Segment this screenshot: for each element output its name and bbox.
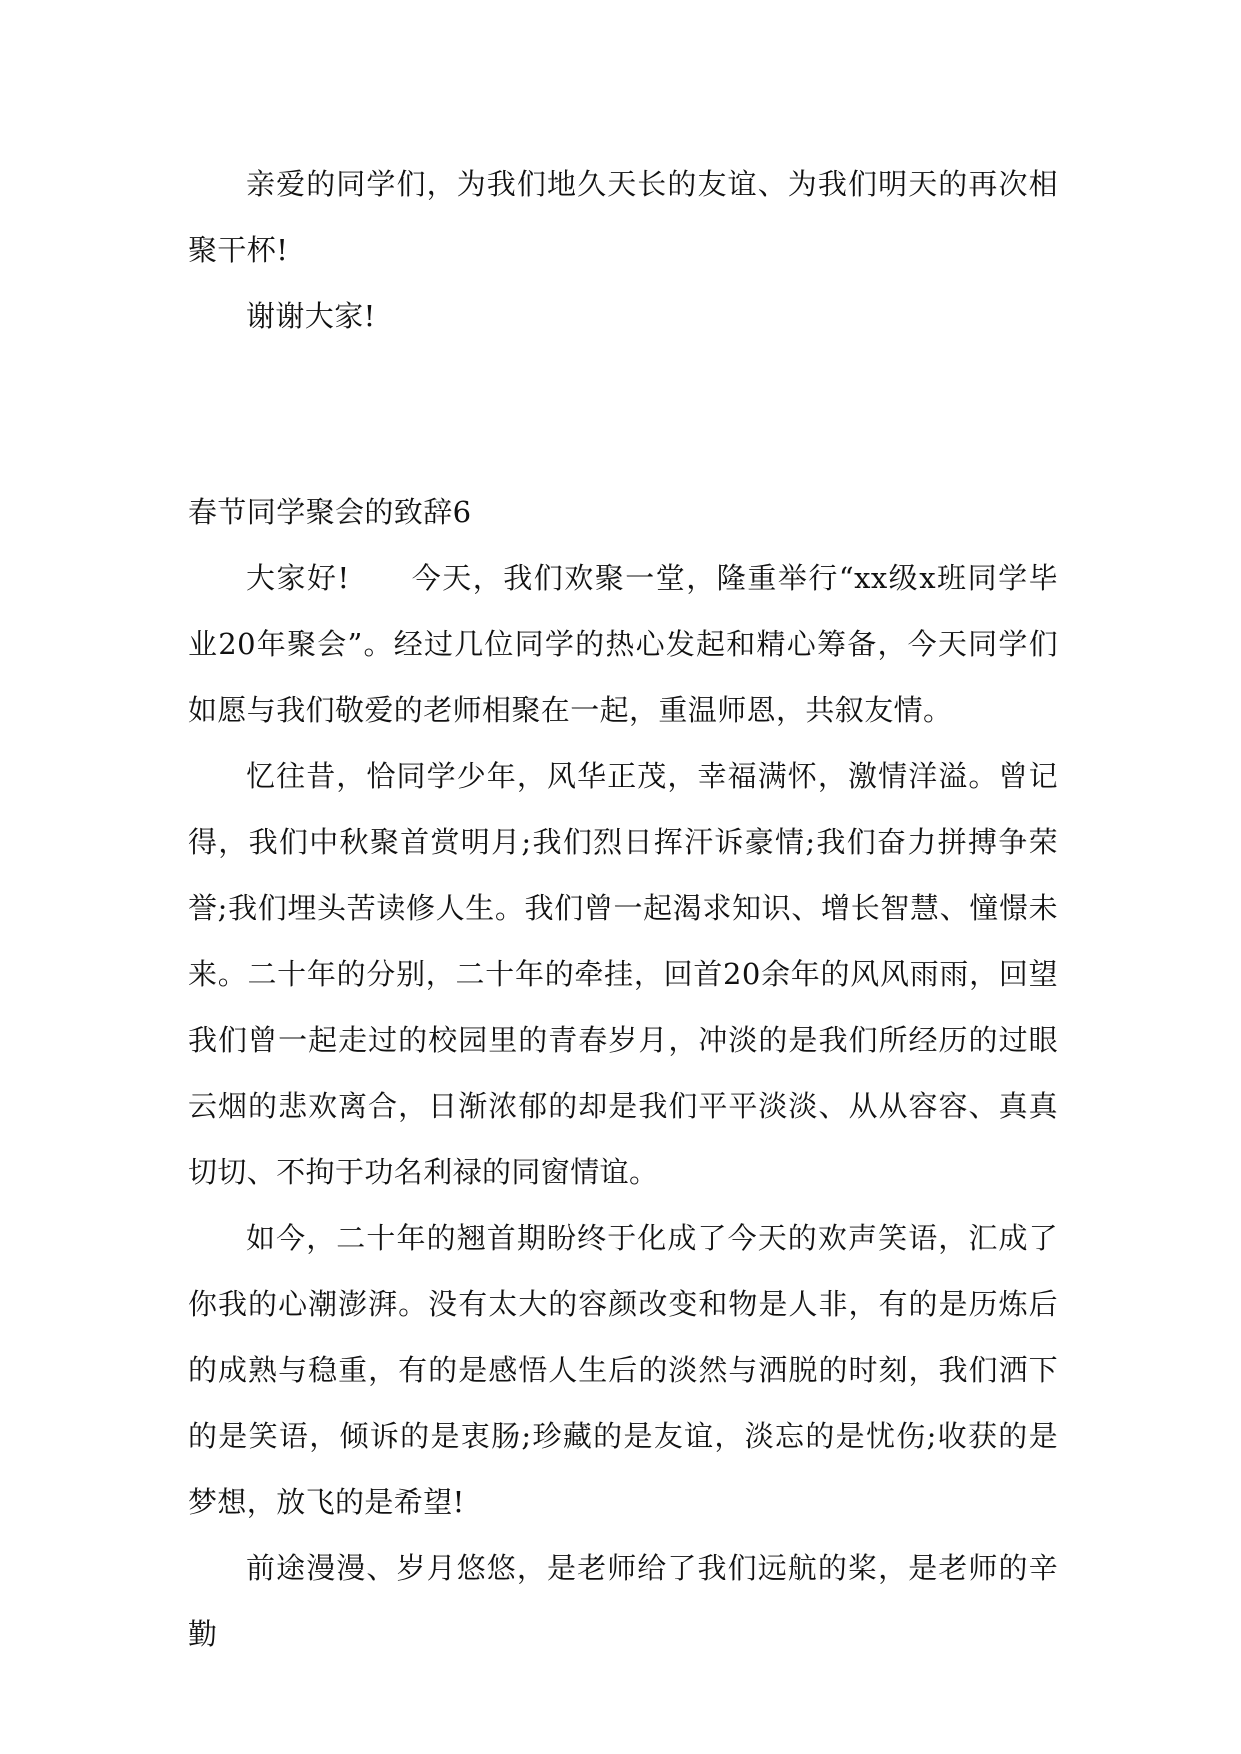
speech-text-block: [188, 545, 1058, 1667]
section-title: 春节同学聚会的致辞6: [188, 495, 472, 529]
paragraph-thanks: 谢谢大家!: [246, 299, 376, 333]
paragraph-teachers: 前途漫漫、岁月悠悠，是老师给了我们远航的桨，是老师的辛勤: [188, 1551, 1058, 1651]
paragraph-toast: 亲爱的同学们，为我们地久天长的友谊、为我们明天的再次相聚干杯!: [188, 167, 1058, 267]
closing-text-block: [188, 151, 1058, 349]
paragraph-memories: 忆往昔，恰同学少年，风华正茂，幸福满怀，激情洋溢。曾记得，我们中秋聚首赏明月;我们烈日挥汗诉豪情;我们奋力拼搏争荣誉;我们埋头苦读修人生。我们曾一起渴求知识、增长智慧、憧憬未来。二十年的分别，二十年的牵挂，回首20余年的风风雨雨，回望我们曾一起走过的校园里的青春岁月，冲淡的是我们所经历的过眼云烟的悲欢离合，日渐浓郁的却是我们平平淡淡、从从容容、真真切切、不拘于功名利禄的同窗情谊。: [188, 759, 1058, 1189]
paragraph-today: 如今，二十年的翘首期盼终于化成了今天的欢声笑语，汇成了你我的心潮澎湃。没有太大的容颜改变和物是人非，有的是历炼后的成熟与稳重，有的是感悟人生后的淡然与洒脱的时刻，我们洒下的是笑语，倾诉的是衷肠;珍藏的是友谊，淡忘的是忧伤;收获的是梦想，放飞的是希望!: [188, 1221, 1058, 1519]
paragraph-greeting: 大家好! 今天，我们欢聚一堂，隆重举行“xx级x班同学毕业20年聚会”。经过几位同学的热心发起和精心筹备，今天同学们如愿与我们敬爱的老师相聚在一起，重温师恩，共叙友情。: [188, 561, 1058, 727]
